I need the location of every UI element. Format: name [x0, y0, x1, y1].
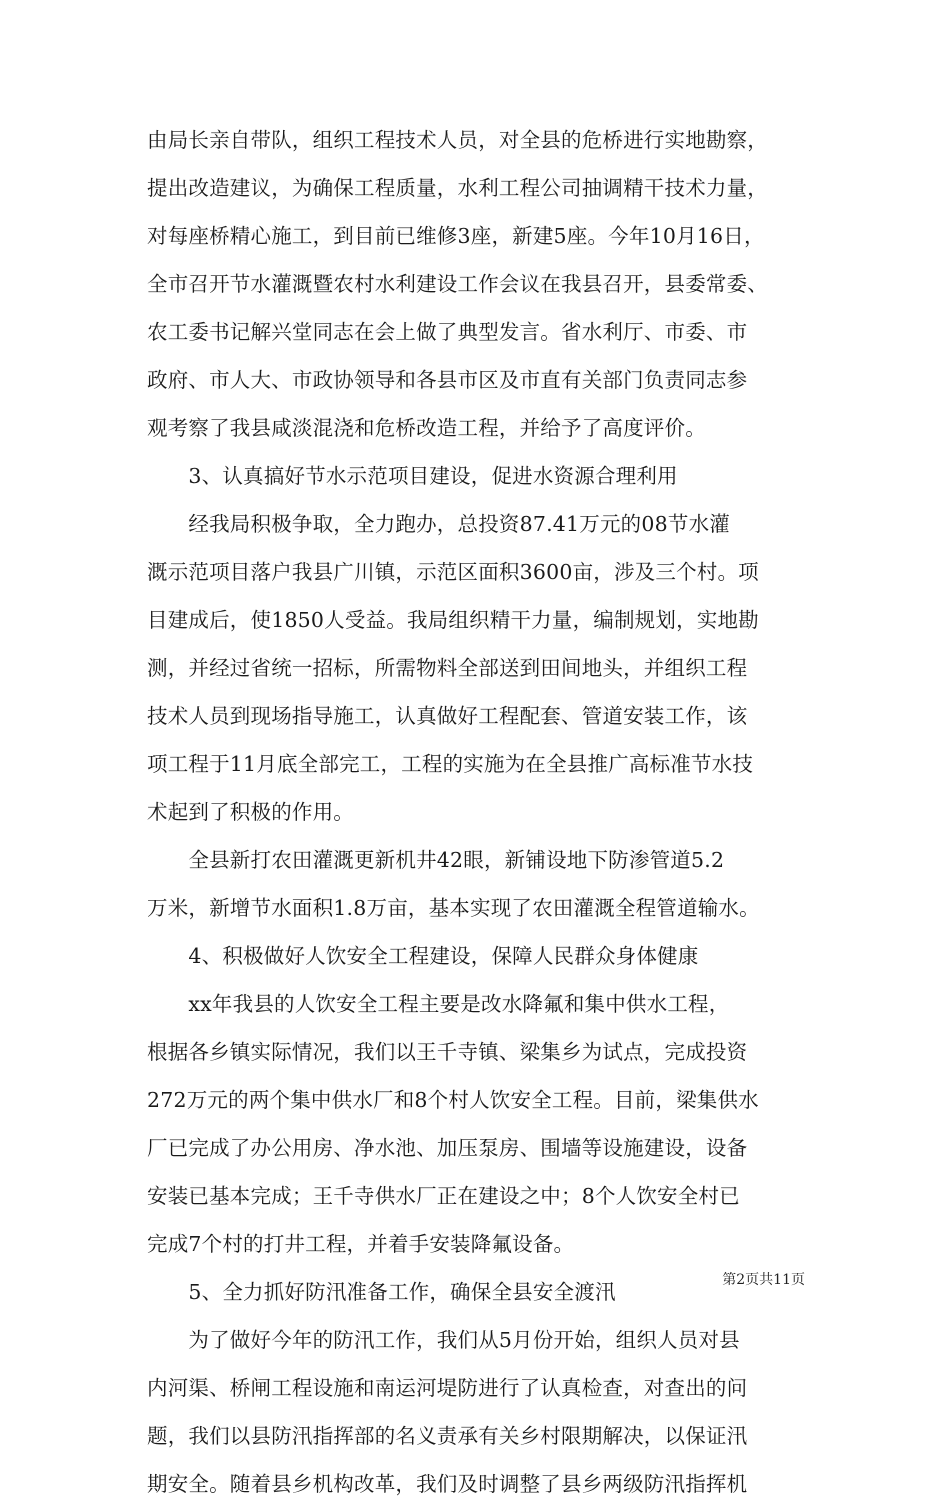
text-line: 期安全。随着县乡机构改革，我们及时调整了县乡两级防汛指挥机 — [147, 1472, 748, 1496]
text-line: 农工委书记解兴堂同志在会上做了典型发言。省水利厅、市委、市 — [147, 320, 748, 344]
text-line: 项工程于11月底全部完工，工程的实施为在全县推广高标准节水技 — [147, 752, 754, 776]
text-line: 政府、市人大、市政协领导和各县市区及市直有关部门负责同志参 — [147, 368, 748, 392]
text-line: 测，并经过省统一招标，所需物料全部送到田间地头，并组织工程 — [147, 656, 748, 680]
text-line: 根据各乡镇实际情况，我们以王千寺镇、梁集乡为试点，完成投资 — [147, 1040, 748, 1064]
text-line: 内河渠、桥闸工程设施和南运河堤防进行了认真检查，对查出的问 — [147, 1376, 748, 1400]
section-heading: 5、全力抓好防汛准备工作，确保全县安全渡汛 — [147, 1280, 616, 1304]
page-number-footer: 第2页共11页 — [722, 1272, 805, 1288]
text-line: 为了做好今年的防汛工作，我们从5月份开始，组织人员对县 — [147, 1328, 740, 1352]
text-line: 由局长亲自带队，组织工程技术人员，对全县的危桥进行实地勘察， — [147, 128, 768, 152]
text-line: 厂已完成了办公用房、净水池、加压泵房、围墙等设施建设，设备 — [147, 1136, 748, 1160]
text-line: 观考察了我县咸淡混浇和危桥改造工程，并给予了高度评价。 — [147, 416, 706, 440]
section-heading: 3、认真搞好节水示范项目建设，促进水资源合理利用 — [147, 464, 678, 488]
text-line: 对每座桥精心施工，到目前已维修3座，新建5座。今年10月16日， — [147, 224, 765, 248]
text-line: 完成7个村的打井工程，并着手安装降氟设备。 — [147, 1232, 575, 1256]
text-line: 万米，新增节水面积1.8万亩，基本实现了农田灌溉全程管道输水。 — [147, 896, 760, 920]
text-line: 全县新打农田灌溉更新机井42眼，新铺设地下防渗管道5.2 — [147, 848, 725, 872]
text-line: 安装已基本完成；王千寺供水厂正在建设之中；8个人饮安全村已 — [147, 1184, 740, 1208]
text-line: 经我局积极争取，全力跑办，总投资87.41万元的08节水灌 — [147, 512, 730, 536]
body-text — [147, 116, 807, 1508]
text-line: 术起到了积极的作用。 — [147, 800, 354, 824]
text-line: xx年我县的人饮安全工程主要是改水降氟和集中供水工程， — [147, 992, 730, 1016]
text-line: 技术人员到现场指导施工，认真做好工程配套、管道安装工作，该 — [147, 704, 748, 728]
text-line: 提出改造建议，为确保工程质量，水利工程公司抽调精干技术力量， — [147, 176, 768, 200]
text-line: 溉示范项目落户我县广川镇，示范区面积3600亩，涉及三个村。项 — [147, 560, 759, 584]
text-line: 题，我们以县防汛指挥部的名义责承有关乡村限期解决，以保证汛 — [147, 1424, 748, 1448]
text-line: 目建成后，使1850人受益。我局组织精干力量，编制规划，实地勘 — [147, 608, 759, 632]
text-line: 272万元的两个集中供水厂和8个村人饮安全工程。目前，梁集供水 — [147, 1088, 759, 1112]
section-heading: 4、积极做好人饮安全工程建设，保障人民群众身体健康 — [147, 944, 699, 968]
text-line: 全市召开节水灌溉暨农村水利建设工作会议在我县召开，县委常委、 — [147, 272, 768, 296]
